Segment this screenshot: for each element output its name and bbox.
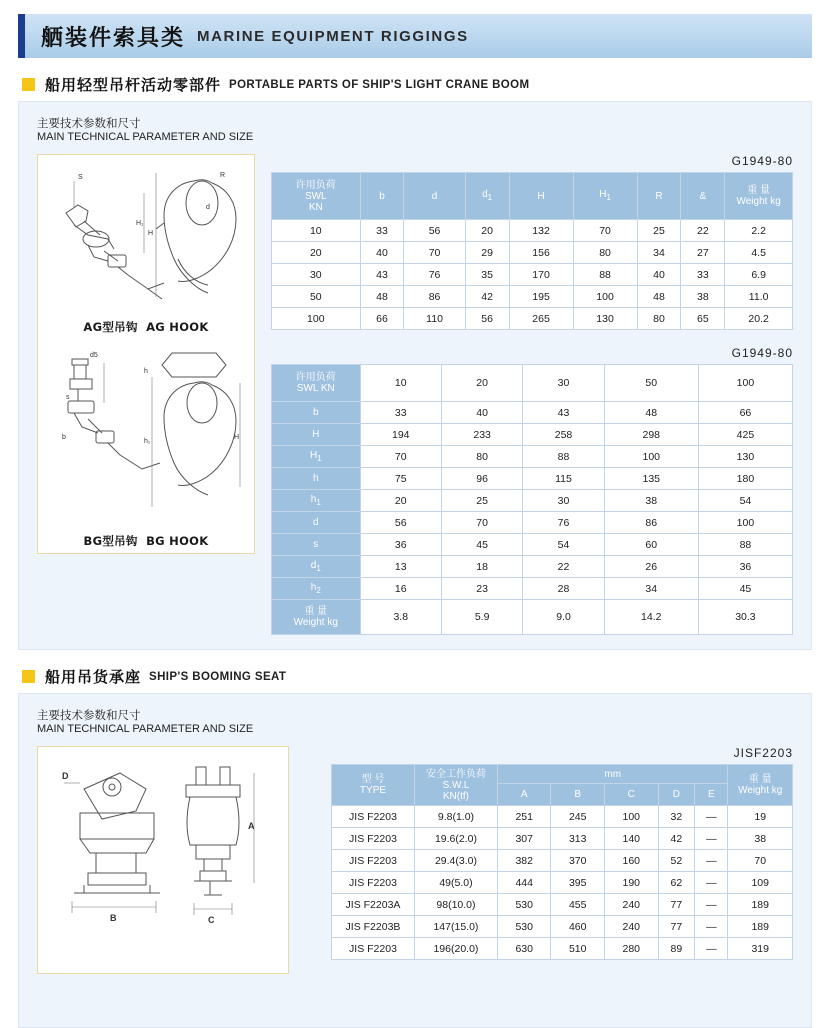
- cell: 19: [728, 806, 793, 828]
- svg-text:d5: d5: [90, 352, 98, 359]
- cell: 70: [441, 512, 522, 534]
- table-row: [272, 578, 793, 600]
- svg-text:h: h: [144, 368, 148, 375]
- cell: 9.8(1.0): [414, 806, 497, 828]
- th-amp: &: [681, 173, 725, 220]
- cell: 65: [681, 308, 725, 330]
- cell: 100: [573, 286, 637, 308]
- cell: JIS F2203A: [332, 894, 415, 916]
- section-1-panel-title: [37, 116, 793, 144]
- cell: 135: [604, 468, 698, 490]
- svg-text:h₁: h₁: [144, 438, 151, 445]
- table-row: [332, 916, 793, 938]
- cell: 35: [465, 264, 509, 286]
- cell: 30: [523, 365, 604, 402]
- cell: 5.9: [441, 600, 522, 635]
- cell: 38: [728, 828, 793, 850]
- cell: 36: [698, 556, 792, 578]
- rowhead-b: b: [272, 402, 361, 424]
- cell: 100: [698, 365, 792, 402]
- cell: 40: [360, 242, 404, 264]
- cell: 70: [360, 446, 441, 468]
- table-3-body: [332, 806, 793, 960]
- cell: 42: [465, 286, 509, 308]
- cell: 147(15.0): [414, 916, 497, 938]
- table-2-code: G1949-80: [731, 346, 793, 360]
- cell: 48: [637, 286, 681, 308]
- table-ag-hook: [271, 172, 793, 330]
- cell: 530: [497, 916, 551, 938]
- table-3-code: JISF2203: [733, 746, 793, 760]
- cell: 245: [551, 806, 605, 828]
- table-row: [272, 534, 793, 556]
- rowhead-swl: 许用负荷 SWL KN: [272, 365, 361, 402]
- cell: JIS F2203: [332, 828, 415, 850]
- th-swl: [272, 173, 361, 220]
- cell: 60: [604, 534, 698, 556]
- table-row: [272, 286, 793, 308]
- cell: 140: [605, 828, 659, 850]
- rowhead-d1: $d_1$: [272, 556, 361, 578]
- th-B: B: [551, 784, 605, 806]
- cell: 460: [551, 916, 605, 938]
- cell: 100: [604, 446, 698, 468]
- svg-text:D: D: [62, 771, 69, 781]
- cell: 50: [272, 286, 361, 308]
- section-2-panel-title: [37, 708, 793, 736]
- cell: 77: [658, 894, 695, 916]
- panel-1-title-en: MAIN TECHNICAL PARAMETER AND SIZE: [37, 131, 254, 143]
- table-row: [272, 600, 793, 635]
- figure-bg-caption: [44, 533, 248, 549]
- cell: 115: [523, 468, 604, 490]
- cell: 180: [698, 468, 792, 490]
- panel-2-title-cn: 主要技术参数和尺寸: [37, 708, 141, 722]
- panel-1-title-cn: 主要技术参数和尺寸: [37, 116, 141, 130]
- cell: 265: [509, 308, 573, 330]
- cell: 240: [605, 894, 659, 916]
- cell: 26: [604, 556, 698, 578]
- th-H: H: [509, 173, 573, 220]
- section-2-figure-box: [37, 746, 289, 974]
- cell: JIS F2203: [332, 872, 415, 894]
- table-row: [272, 490, 793, 512]
- bg-hook-drawing: [44, 343, 248, 533]
- bullet-square-icon: [22, 670, 35, 683]
- cell: 194: [360, 424, 441, 446]
- rowhead-h: h: [272, 468, 361, 490]
- cell: —: [695, 828, 728, 850]
- section-2-title-cn: 船用吊货承座: [45, 668, 142, 686]
- cell: 70: [573, 220, 637, 242]
- panel-2-title-en: MAIN TECHNICAL PARAMETER AND SIZE: [37, 723, 254, 735]
- cell: 22: [523, 556, 604, 578]
- th-weight-cn: 重 量: [747, 185, 771, 196]
- table-row: [332, 938, 793, 960]
- cell: 96: [441, 468, 522, 490]
- cell: 49(5.0): [414, 872, 497, 894]
- svg-text:C: C: [208, 915, 215, 925]
- table-row: [272, 446, 793, 468]
- table-row: [332, 894, 793, 916]
- cell: 196(20.0): [414, 938, 497, 960]
- cell: —: [695, 806, 728, 828]
- cell: 195: [509, 286, 573, 308]
- figure-ag-caption: [44, 319, 248, 335]
- cell: 76: [404, 264, 465, 286]
- th-A: A: [497, 784, 551, 806]
- cell: 88: [698, 534, 792, 556]
- rowhead-h2: $h_2$: [272, 578, 361, 600]
- cell: 14.2: [604, 600, 698, 635]
- cell: 62: [658, 872, 695, 894]
- cell: 3.8: [360, 600, 441, 635]
- table-row: [272, 424, 793, 446]
- cell: 56: [360, 512, 441, 534]
- cell: 18: [441, 556, 522, 578]
- cell: 98(10.0): [414, 894, 497, 916]
- table-1-body: [272, 220, 793, 330]
- cell: 45: [698, 578, 792, 600]
- cell: 76: [523, 512, 604, 534]
- cell: 110: [404, 308, 465, 330]
- cell: 370: [551, 850, 605, 872]
- cell: 88: [523, 446, 604, 468]
- cell: 34: [637, 242, 681, 264]
- table-row: [272, 308, 793, 330]
- cell: 455: [551, 894, 605, 916]
- page-banner: [18, 14, 812, 58]
- rowhead-d: d: [272, 512, 361, 534]
- section-1-body: [37, 154, 793, 635]
- section-1-panel: [18, 101, 812, 650]
- cell: 530: [497, 894, 551, 916]
- cell: 54: [523, 534, 604, 556]
- svg-text:b: b: [62, 434, 66, 441]
- cell: 20: [465, 220, 509, 242]
- cell: 43: [523, 402, 604, 424]
- th-swl-l2: SWL: [304, 190, 327, 202]
- ag-hook-svg: [44, 163, 250, 313]
- cell: 86: [404, 286, 465, 308]
- cell: 33: [360, 402, 441, 424]
- cell: 56: [465, 308, 509, 330]
- section-2-tables: [331, 746, 793, 960]
- section-2-panel: [18, 693, 812, 1028]
- th-weight: 重 量 Weight kg: [728, 765, 793, 806]
- cell: 280: [605, 938, 659, 960]
- table-row: [272, 512, 793, 534]
- th-H1: $H_1$: [573, 173, 637, 220]
- cell: 10: [360, 365, 441, 402]
- rowhead-h1: $h_1$: [272, 490, 361, 512]
- cell: 40: [637, 264, 681, 286]
- cell: 160: [605, 850, 659, 872]
- cell: 20: [360, 490, 441, 512]
- cell: 28: [523, 578, 604, 600]
- cell: 89: [658, 938, 695, 960]
- cell: 45: [441, 534, 522, 556]
- table-row: [332, 872, 793, 894]
- cell: 66: [698, 402, 792, 424]
- cell: 382: [497, 850, 551, 872]
- section-1-figure-box: [37, 154, 255, 554]
- table-row: [272, 402, 793, 424]
- th-E: E: [695, 784, 728, 806]
- cell: 56: [404, 220, 465, 242]
- cell: 29: [465, 242, 509, 264]
- cell: JIS F2203: [332, 806, 415, 828]
- cell: 10: [272, 220, 361, 242]
- cell: 444: [497, 872, 551, 894]
- svg-text:H₁: H₁: [136, 220, 144, 227]
- table-row: [332, 806, 793, 828]
- bg-hook-svg: [44, 343, 250, 531]
- cell: 33: [681, 264, 725, 286]
- th-swl: 安全工作负荷 S.W.L KN(tf): [414, 765, 497, 806]
- th-C: C: [605, 784, 659, 806]
- cell: 25: [637, 220, 681, 242]
- cell: 29.4(3.0): [414, 850, 497, 872]
- table-row: [272, 556, 793, 578]
- rowhead-s: s: [272, 534, 361, 556]
- table-booming-seat: [331, 764, 793, 960]
- th-swl-l1: 许用负荷: [295, 179, 336, 191]
- cell: 23: [441, 578, 522, 600]
- svg-text:d: d: [206, 204, 210, 211]
- table-row: [272, 242, 793, 264]
- svg-text:H: H: [234, 434, 240, 441]
- cell: 307: [497, 828, 551, 850]
- cell: 319: [728, 938, 793, 960]
- cell: 258: [523, 424, 604, 446]
- cell: 100: [272, 308, 361, 330]
- cell: 36: [360, 534, 441, 556]
- cell: 132: [509, 220, 573, 242]
- cell: 189: [728, 916, 793, 938]
- cell: 80: [441, 446, 522, 468]
- bullet-square-icon: [22, 78, 35, 91]
- cell: 13: [360, 556, 441, 578]
- cell: 6.9: [725, 264, 793, 286]
- cell: 30: [272, 264, 361, 286]
- cell: 32: [658, 806, 695, 828]
- banner-title-cn: 舾装件索具类: [41, 25, 186, 51]
- svg-text:R: R: [220, 172, 226, 179]
- th-b: b: [360, 173, 404, 220]
- table-row: [272, 365, 793, 402]
- cell: 30.3: [698, 600, 792, 635]
- cell: 298: [604, 424, 698, 446]
- banner-title-en: MARINE EQUIPMENT RIGGINGS: [197, 27, 469, 45]
- svg-text:H: H: [148, 230, 154, 237]
- th-D: D: [658, 784, 695, 806]
- cell: 425: [698, 424, 792, 446]
- cell: 50: [604, 365, 698, 402]
- cell: 395: [551, 872, 605, 894]
- cell: 11.0: [725, 286, 793, 308]
- cell: 75: [360, 468, 441, 490]
- cell: 233: [441, 424, 522, 446]
- cell: 630: [497, 938, 551, 960]
- cell: 88: [573, 264, 637, 286]
- svg-text:B: B: [110, 913, 117, 923]
- cell: 20.2: [725, 308, 793, 330]
- cell: —: [695, 938, 728, 960]
- section-1-title-cn: 船用轻型吊杆活动零部件: [45, 76, 222, 94]
- table-1-code: G1949-80: [731, 154, 793, 168]
- figure-bg-caption-en: BG HOOK: [146, 534, 209, 548]
- ag-hook-drawing: [44, 163, 248, 315]
- cell: 34: [604, 578, 698, 600]
- cell: 22: [681, 220, 725, 242]
- table-row: [272, 264, 793, 286]
- cell: —: [695, 872, 728, 894]
- rowhead-H1: $H_1$: [272, 446, 361, 468]
- svg-text:s: s: [66, 394, 70, 401]
- cell: 100: [698, 512, 792, 534]
- svg-text:A: A: [248, 821, 255, 831]
- section-1-title-en: PORTABLE PARTS OF SHIP'S LIGHT CRANE BOOM: [229, 78, 530, 91]
- cell: 9.0: [523, 600, 604, 635]
- cell: 38: [681, 286, 725, 308]
- cell: 510: [551, 938, 605, 960]
- table-bg-hook: [271, 364, 793, 635]
- cell: 70: [404, 242, 465, 264]
- table-1-header-row: [272, 173, 793, 220]
- cell: 2.2: [725, 220, 793, 242]
- svg-text:S: S: [78, 174, 83, 181]
- cell: 190: [605, 872, 659, 894]
- cell: 80: [573, 242, 637, 264]
- figure-bg-caption-cn: BG型吊钩: [83, 534, 138, 548]
- cell: 77: [658, 916, 695, 938]
- rowhead-H: H: [272, 424, 361, 446]
- cell: 86: [604, 512, 698, 534]
- booming-seat-svg: [44, 753, 282, 967]
- cell: 40: [441, 402, 522, 424]
- table-row: [272, 468, 793, 490]
- th-weight-en: Weight kg: [736, 196, 781, 207]
- cell: 48: [360, 286, 404, 308]
- cell: —: [695, 850, 728, 872]
- cell: 251: [497, 806, 551, 828]
- rowhead-weight: 重 量 Weight kg: [272, 600, 361, 635]
- cell: —: [695, 894, 728, 916]
- th-R: R: [637, 173, 681, 220]
- cell: 19.6(2.0): [414, 828, 497, 850]
- th-swl-l3: KN: [308, 201, 323, 213]
- cell: 48: [604, 402, 698, 424]
- cell: 38: [604, 490, 698, 512]
- cell: 109: [728, 872, 793, 894]
- cell: —: [695, 916, 728, 938]
- cell: 4.5: [725, 242, 793, 264]
- cell: 20: [441, 365, 522, 402]
- cell: 52: [658, 850, 695, 872]
- cell: 130: [698, 446, 792, 468]
- cell: JIS F2203: [332, 850, 415, 872]
- cell: 240: [605, 916, 659, 938]
- cell: 16: [360, 578, 441, 600]
- cell: 100: [605, 806, 659, 828]
- cell: 66: [360, 308, 404, 330]
- cell: 130: [573, 308, 637, 330]
- figure-ag-caption-en: AG HOOK: [146, 320, 209, 334]
- table-row: [272, 220, 793, 242]
- cell: JIS F2203: [332, 938, 415, 960]
- cell: 33: [360, 220, 404, 242]
- table-row: [332, 828, 793, 850]
- cell: 80: [637, 308, 681, 330]
- cell: 20: [272, 242, 361, 264]
- cell: JIS F2203B: [332, 916, 415, 938]
- th-weight: [725, 173, 793, 220]
- section-header-1: [18, 74, 812, 95]
- cell: 189: [728, 894, 793, 916]
- table-row: [332, 850, 793, 872]
- section-2-title-en: SHIP'S BOOMING SEAT: [149, 670, 287, 683]
- section-2-body: [37, 746, 793, 974]
- th-d: d: [404, 173, 465, 220]
- th-mm-group: mm: [497, 765, 728, 784]
- cell: 313: [551, 828, 605, 850]
- figure-ag-caption-cn: AG型吊钩: [83, 320, 138, 334]
- cell: 170: [509, 264, 573, 286]
- section-header-2: [18, 666, 812, 687]
- cell: 27: [681, 242, 725, 264]
- cell: 156: [509, 242, 573, 264]
- cell: 30: [523, 490, 604, 512]
- th-type: 型 号 TYPE: [332, 765, 415, 806]
- cell: 70: [728, 850, 793, 872]
- table-3-header-row-1: [332, 765, 793, 784]
- cell: 25: [441, 490, 522, 512]
- cell: 42: [658, 828, 695, 850]
- cell: 43: [360, 264, 404, 286]
- th-d1: $d_1$: [465, 173, 509, 220]
- table-2-body: [272, 365, 793, 635]
- section-1-tables: [271, 154, 793, 635]
- cell: 54: [698, 490, 792, 512]
